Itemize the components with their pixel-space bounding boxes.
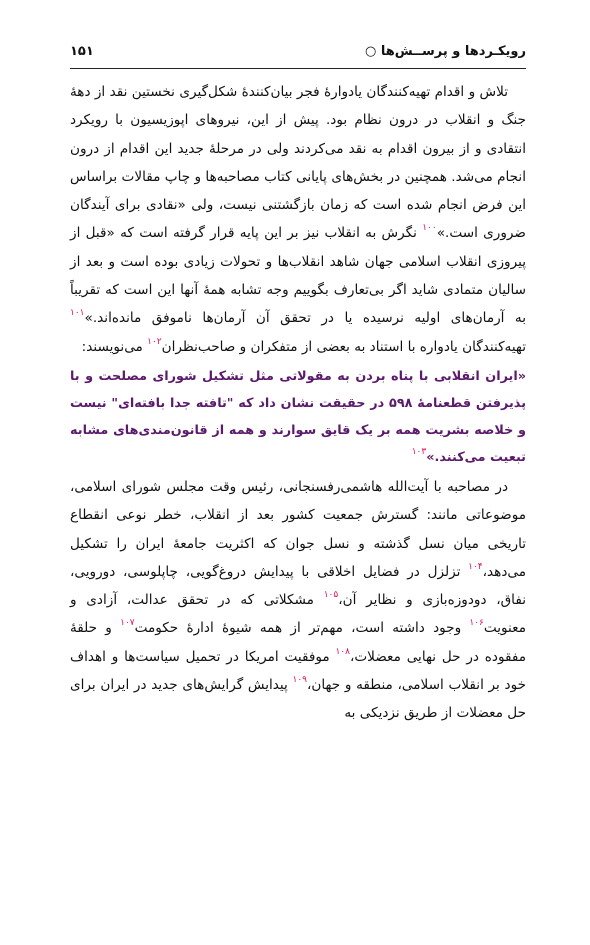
page-body bbox=[70, 78, 526, 728]
paragraph-2-text-f: موفقیت امریکا در تحمیل سیاست‌ها و اهداف خود بر انقلاب اسلامی، منطقه و جهان، bbox=[70, 648, 526, 694]
footnote-marker-101: ۱۰۱ bbox=[70, 308, 85, 319]
block-quote bbox=[70, 363, 526, 471]
paragraph-2-text-a: در مصاحبه با آیت‌الله هاشمی‌رفسنجانی، رئیس وقت مجلس شورای اسلامی، موضوعاتی مانند: گسترش جمعیت کشور بعد از انقلاب، خطر نوعی انقطاع تاریخی میان نسل گذشته و نسل جوان که اکثریت جامعهٔ ایران را تشکیل می‌دهد، bbox=[70, 478, 526, 580]
paragraph-1 bbox=[70, 78, 526, 361]
footnote-marker-106: ۱۰۶ bbox=[469, 618, 484, 629]
footnote-marker-104: ۱۰۴ bbox=[468, 561, 483, 572]
footnote-marker-103: ۱۰۳ bbox=[411, 446, 427, 457]
paragraph-2 bbox=[70, 473, 526, 728]
block-quote-text: «ایران انقلابی با پناه بردن به مقولاتی مثل تشکیل شورای مصلحت و با پذیرفتن قطعنامهٔ ۵۹۸ در حقیقت نشان داد که "تافته جدا بافته‌ای" نیست و خلاصه بشریت همه بر یک قایق سوارند و همه از قانون‌مندی‌های مشابه تبعیت می‌کنند.» bbox=[70, 368, 526, 465]
paragraph-1-text-a: تلاش و اقدام تهیه‌کنندگان یادوارهٔ فجر بیان‌کنندهٔ شکل‌گیری نخستین نقد از دههٔ جنگ و انقلاب در درون نظام بود. پیش از این، نیروهای اپوزیسیون با رویکرد انتقادی و از بیرون اقدام به نقد می‌کردند ولی در مرحلهٔ جدید این اقدام از درون انجام می‌شد. همچنین در بخش‌های پایانی کتاب مصاحبه‌ها و چاپ مقالات براساس این فرض انجام شده است که زمان بازگشتنی نیست، ولی «نقادی برای آیندگان ضروری است.» bbox=[70, 84, 526, 242]
paragraph-1-text-d: می‌نویسند: bbox=[81, 338, 148, 355]
footnote-marker-107: ۱۰۷ bbox=[120, 618, 135, 629]
footnote-marker-100: ۱۰۰ bbox=[422, 223, 437, 234]
header-rule bbox=[70, 68, 526, 69]
paragraph-1-text-b: نگرش به انقلاب نیز بر این پایه قرار گرفته است که «قبل از پیروزی انقلاب اسلامی جهان شاهد انقلاب‌ها و تحولات زیادی بوده است و بعد از سالیان متمادی شاید اگر بی‌تعارف بگوییم وجه تشابه همهٔ آنها این است که تقریباً به آرمان‌های اولیه نرسیده یا در تحقق آن آرمان‌ها ناموفق مانده‌اند.» bbox=[70, 225, 526, 327]
footnote-marker-108: ۱۰۸ bbox=[335, 646, 350, 657]
paragraph-2-text-g: پیدایش گرایش‌های جدید در ایران برای حل معضلات از طریق نزدیکی به bbox=[70, 677, 526, 722]
paragraph-2-text-e: و حلقهٔ مفقوده در حل نهایی معضلات، bbox=[70, 620, 527, 665]
paragraph-2-text-c: مشکلاتی که در تحقق عدالت، آزادی و معنویت bbox=[70, 592, 526, 637]
page-header bbox=[70, 44, 526, 70]
footnote-marker-109: ۱۰۹ bbox=[292, 675, 307, 686]
paragraph-1-text-c: تهیه‌کنندگان یادواره با استناد به بعضی از متفکران و صاحب‌نظران bbox=[161, 338, 526, 355]
paragraph-2-text-d: وجود داشته است، مهم‌تر از همه شیوهٔ ادارهٔ حکومت bbox=[134, 620, 470, 637]
footnote-marker-102: ۱۰۲ bbox=[147, 336, 162, 347]
paragraph-2-text-b: تزلزل در فضایل اخلاقی با پیدایش دروغ‌گویی، چاپلوسی، دورویی، نفاق، دودوزه‌بازی و نظایر آن، bbox=[70, 563, 526, 609]
page-number: ۱۵۱ bbox=[70, 44, 94, 59]
running-title: رویکـردها و پرســش‌ها ○ bbox=[364, 44, 526, 59]
footnote-marker-105: ۱۰۵ bbox=[323, 590, 339, 601]
